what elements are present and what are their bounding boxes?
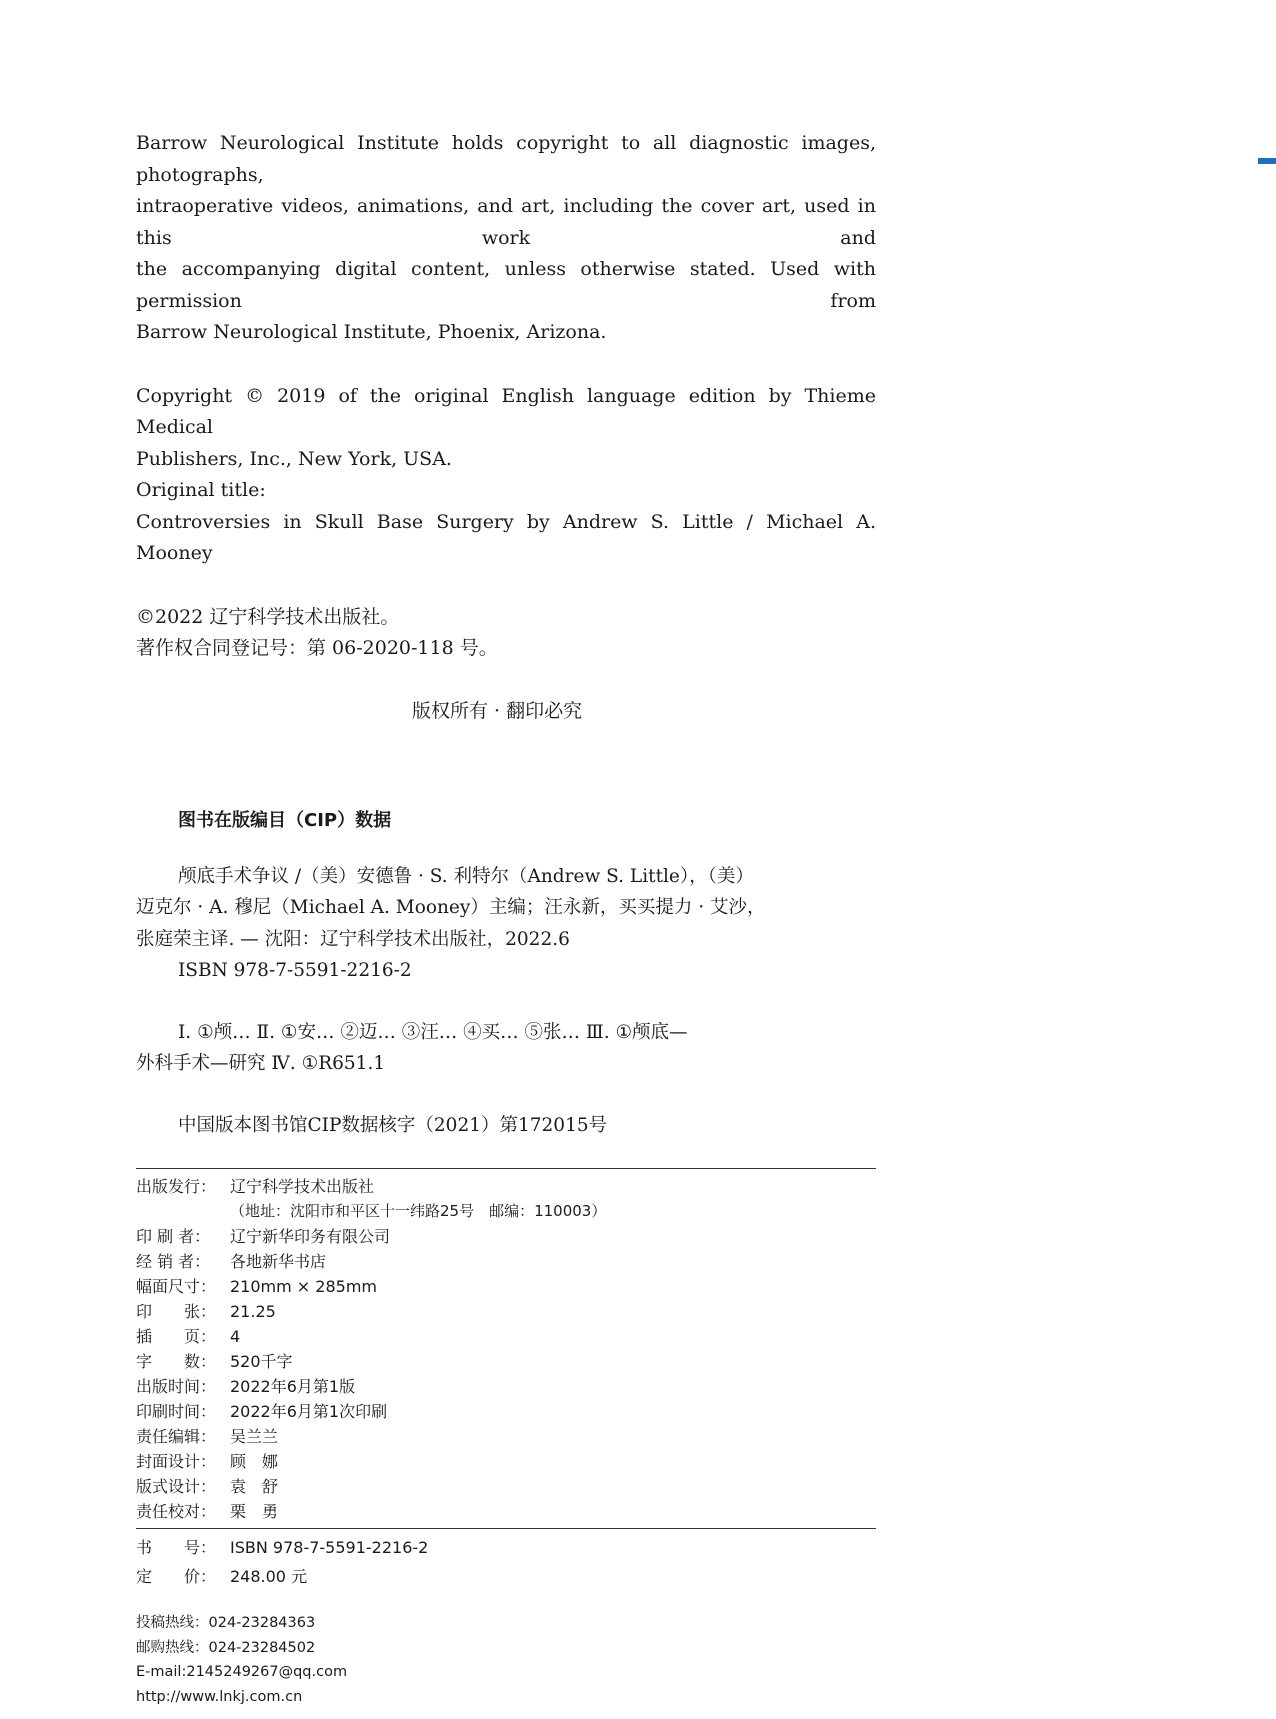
copyright-page — [136, 128, 876, 1709]
pub-value: 21.25 — [230, 1302, 276, 1321]
page-edge-tab — [1258, 158, 1276, 164]
copyright-line: Barrow Neurological Institute holds copyright to all diagnostic images, photographs, — [136, 132, 876, 186]
publisher-address: （地址：沈阳市和平区十一纬路25号 邮编：110003） — [230, 1202, 607, 1220]
pub-row — [136, 1224, 876, 1249]
copyright-line: the accompanying digital content, unless otherwise stated. Used with permission from — [136, 258, 876, 312]
pub-label: 印刷时间： — [136, 1402, 217, 1421]
pub-value: 520千字 — [230, 1352, 293, 1371]
edition-line: Controversies in Skull Base Surgery by Andrew S. Little / Michael A. Mooney — [136, 510, 876, 564]
cip-classification-line: 外科手术—研究 Ⅳ. ①R651.1 — [136, 1053, 386, 1074]
pub-value: 各地新华书店 — [230, 1252, 327, 1271]
pub-row — [136, 1299, 876, 1324]
pub-label: 版式设计： — [136, 1477, 217, 1496]
edition-notice — [136, 381, 876, 570]
pub-value: 袁 舒 — [230, 1477, 279, 1496]
pub-label: 印 张： — [136, 1302, 217, 1321]
pub-value: 2022年6月第1次印刷 — [230, 1402, 388, 1421]
copyright-notice — [136, 128, 876, 349]
publisher-value: 辽宁科学技术出版社 — [230, 1177, 375, 1196]
isbn-value: ISBN 978-7-5591-2216-2 — [230, 1538, 429, 1557]
publisher-row — [136, 1174, 876, 1199]
chinese-copyright-line: ©2022 辽宁科学技术出版社。 — [136, 605, 400, 628]
pub-label: 幅面尺寸： — [136, 1277, 217, 1296]
publication-info — [136, 1169, 876, 1528]
pub-row — [136, 1374, 876, 1399]
pub-label: 责任校对： — [136, 1502, 217, 1521]
submission-hotline: 投稿热线：024-23284363 — [136, 1615, 316, 1631]
cip-verification-line: 中国版本图书馆CIP数据核字（2021）第172015号 — [178, 1114, 608, 1136]
pub-label: 出版时间： — [136, 1377, 217, 1396]
pub-value: 吴兰兰 — [230, 1427, 279, 1446]
price-row — [136, 1562, 876, 1591]
email-address[interactable]: E-mail:2145249267@qq.com — [136, 1664, 348, 1680]
cip-line: 迈克尔 · A. 穆尼（Michael A. Mooney）主编；汪永新，买买提力 · 艾沙， — [136, 897, 766, 918]
pub-row — [136, 1424, 876, 1449]
pub-label: 插 页： — [136, 1327, 217, 1346]
pub-row — [136, 1274, 876, 1299]
price-value: 248.00 元 — [230, 1567, 308, 1586]
pub-value: 2022年6月第1版 — [230, 1377, 356, 1396]
chinese-copyright — [136, 602, 876, 665]
copyright-line: intraoperative videos, animations, and art, including the cover art, used in this work and — [136, 195, 876, 249]
edition-line: Publishers, Inc., New York, USA. — [136, 447, 452, 470]
cip-record — [136, 861, 876, 1142]
pub-row — [136, 1499, 876, 1524]
cip-line: 张庭荣主译. — 沈阳：辽宁科学技术出版社，2022.6 — [136, 928, 570, 950]
pub-value: 辽宁新华印务有限公司 — [230, 1227, 391, 1246]
pub-row — [136, 1399, 876, 1424]
pub-row — [136, 1249, 876, 1274]
isbn-row — [136, 1533, 876, 1562]
publisher-label: 出版发行： — [136, 1177, 217, 1196]
pub-label: 印 刷 者： — [136, 1227, 211, 1246]
pub-value: 栗 勇 — [230, 1502, 279, 1521]
pub-row — [136, 1474, 876, 1499]
pricing-info — [136, 1529, 876, 1591]
copyright-line: Barrow Neurological Institute, Phoenix, Arizona. — [136, 321, 607, 343]
pub-label: 责任编辑： — [136, 1427, 217, 1446]
pub-value: 4 — [230, 1327, 241, 1346]
pub-label: 封面设计： — [136, 1452, 217, 1471]
cip-isbn-line: ISBN 978-7-5591-2216-2 — [178, 960, 412, 981]
pub-row — [136, 1349, 876, 1374]
pub-value: 顾 娜 — [230, 1452, 279, 1471]
pub-label: 字 数： — [136, 1352, 217, 1371]
cip-line: 颅底手术争议 /（美）安德鲁 · S. 利特尔（Andrew S. Little），（美） — [178, 865, 754, 887]
mail-order-hotline: 邮购热线：024-23284502 — [136, 1639, 316, 1656]
pub-row — [136, 1449, 876, 1474]
pub-row — [136, 1324, 876, 1349]
pub-value: 210mm × 285mm — [230, 1277, 377, 1296]
contact-info — [136, 1611, 876, 1709]
edition-line: Copyright © 2019 of the original English language edition by Thieme Medical — [136, 384, 876, 438]
pub-label: 经 销 者： — [136, 1252, 211, 1271]
cip-title: 图书在版编目（CIP）数据 — [178, 809, 392, 831]
isbn-label: 书 号： — [136, 1538, 217, 1557]
price-label: 定 价： — [136, 1567, 217, 1586]
cip-classification-line: Ⅰ. ①颅… Ⅱ. ①安… ②迈… ③汪… ④买… ⑤张… Ⅲ. ①颅底— — [178, 1021, 688, 1043]
rights-reserved: 版权所有 · 翻印必究 — [412, 699, 583, 722]
edition-line: Original title: — [136, 479, 266, 501]
website-link[interactable]: http://www.lnkj.com.cn — [136, 1688, 303, 1705]
contract-registration-line: 著作权合同登记号：第 06-2020-118 号。 — [136, 637, 498, 659]
